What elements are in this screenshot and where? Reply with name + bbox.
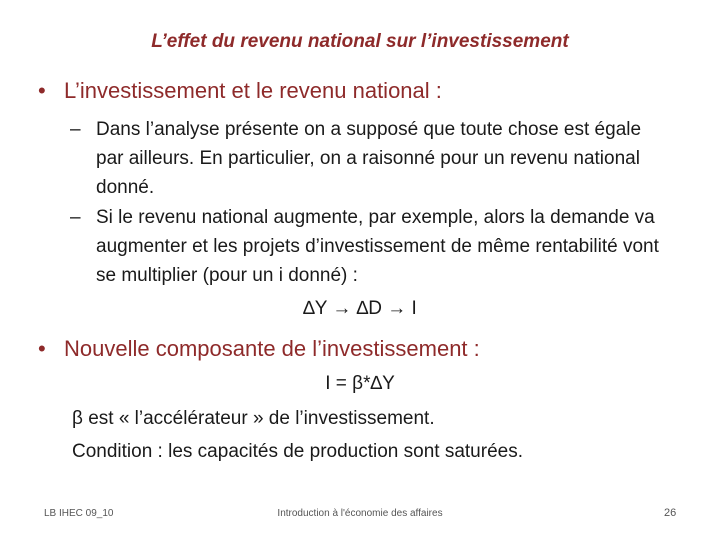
subbullet-text: Dans l’analyse présente on a supposé que toute chose est égale par ailleurs. En particulier, on a raisonné pour un revenu national donné. <box>96 119 642 198</box>
subbullet-marker: – <box>70 207 81 228</box>
condition-line: Condition : les capacités de production sont saturées. <box>72 441 523 462</box>
page-number: 26 <box>664 507 677 519</box>
formula-delta-chain: ∆Y → ∆D → I <box>303 298 417 319</box>
beta-definition: β est « l’accélérateur » de l’investissement. <box>72 408 435 429</box>
footer-left: LB IHEC 09_10 <box>44 508 114 519</box>
footer-center: Introduction à l'économie des affaires <box>277 508 443 519</box>
bullet-marker: • <box>38 336 46 361</box>
bullet-text: L’investissement et le revenu national : <box>64 78 442 103</box>
subbullet-text: Si le revenu national augmente, par exemple, alors la demande va augmenter et les projets d’investissement de même rentabilité vont se multiplier (pour un i donné) : <box>96 207 659 286</box>
bullet-text: Nouvelle composante de l’investissement : <box>64 336 480 361</box>
bullet-marker: • <box>38 78 46 103</box>
subbullet-marker: – <box>70 119 81 140</box>
formula-accelerator: I = β*∆Y <box>325 373 395 394</box>
slide-title: L’effet du revenu national sur l’investissement <box>151 31 569 52</box>
